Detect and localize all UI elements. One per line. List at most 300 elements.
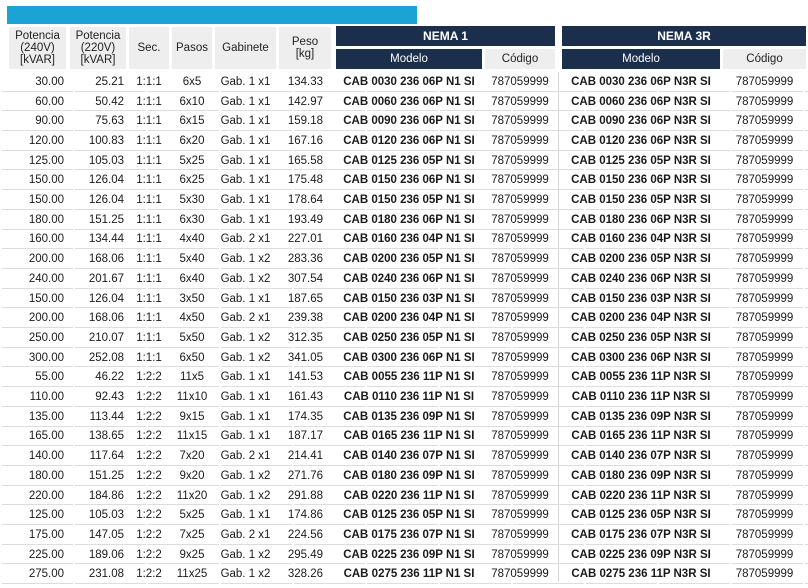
cell-gabinete: Gab. 1 x1 [220,292,271,305]
cell-pasos: 6x25 [179,174,205,187]
cell-potencia-240v: 180.00 [28,469,64,482]
cell-potencia-220v: 25.21 [95,75,124,88]
cell-codigo-nema1: 787059999 [491,391,549,404]
cell-potencia-240v: 200.00 [28,312,64,325]
cell-potencia-240v: 225.00 [28,548,64,561]
cell-potencia-240v: 275.00 [28,568,64,581]
cell-modelo-nema3r: CAB 0150 236 03P N3R SI [571,292,711,305]
cell-peso: 174.35 [287,410,323,423]
cell-gabinete: Gab. 1 x2 [220,469,271,482]
cell-modelo-nema1: CAB 0180 236 06P N1 SI [343,213,475,226]
cell-codigo-nema1: 787059999 [491,253,549,266]
cell-peso: 174.86 [287,509,323,522]
cell-gabinete: Gab. 1 x1 [220,95,271,108]
cell-modelo-nema3r: CAB 0250 236 05P N3R SI [571,331,711,344]
cell-gabinete: Gab. 2 x1 [220,450,271,463]
cell-sec: 1:2:2 [136,391,162,404]
cell-potencia-220v: 100.83 [88,134,124,147]
header-peso: Peso [kg] [279,27,331,69]
table-row [0,190,808,210]
cell-modelo-nema1: CAB 0055 236 11P N1 SI [343,371,475,384]
table-row [0,111,808,131]
header-codigo-nema3r: Código [723,49,806,69]
cell-codigo-nema1: 787059999 [491,194,549,207]
cell-potencia-220v: 151.25 [88,213,124,226]
cell-peso: 307.54 [287,272,323,285]
cell-codigo-nema1: 787059999 [491,489,549,502]
cell-codigo-nema3r: 787059999 [735,430,794,443]
cell-pasos: 11x15 [176,430,208,443]
cell-sec: 1:1:1 [136,272,162,285]
cell-sec: 1:1:1 [136,233,162,246]
cell-potencia-240v: 125.00 [28,509,64,522]
cell-peso: 239.38 [287,312,323,325]
cell-modelo-nema1: CAB 0275 236 11P N1 SI [343,568,475,581]
cell-modelo-nema1: CAB 0250 236 05P N1 SI [343,331,475,344]
table-row [0,210,808,230]
cell-sec: 1:1:1 [136,194,162,207]
cell-peso: 271.76 [287,469,323,482]
cell-gabinete: Gab. 1 x2 [220,548,271,561]
cell-potencia-220v: 46.22 [95,371,124,384]
cell-potencia-240v: 200.00 [28,253,64,266]
cell-gabinete: Gab. 1 x1 [220,154,271,167]
header-codigo-nema1: Código [485,49,555,69]
table-row [0,407,808,427]
cell-potencia-240v: 300.00 [28,351,64,364]
table-row [0,486,808,506]
cell-sec: 1:2:2 [136,509,162,522]
cell-sec: 1:1:1 [136,95,162,108]
header-pasos: Pasos [172,27,212,69]
table-row [0,230,808,250]
cell-potencia-220v: 138.65 [88,430,124,443]
cell-modelo-nema3r: CAB 0125 236 05P N3R SI [571,154,711,167]
cell-modelo-nema3r: CAB 0200 236 04P N3R SI [571,312,711,325]
cell-gabinete: Gab. 1 x1 [220,115,271,128]
cell-codigo-nema3r: 787059999 [735,351,794,364]
table-row [0,525,808,545]
cell-codigo-nema3r: 787059999 [735,528,794,541]
cell-sec: 1:2:2 [136,568,162,581]
cell-codigo-nema3r: 787059999 [735,134,794,147]
cell-pasos: 6x40 [179,272,205,285]
cell-potencia-240v: 180.00 [28,213,64,226]
cell-modelo-nema1: CAB 0150 236 05P N1 SI [343,194,475,207]
cell-modelo-nema1: CAB 0200 236 05P N1 SI [343,253,475,266]
cell-modelo-nema3r: CAB 0135 236 09P N3R SI [571,410,711,423]
table-row [0,565,808,585]
cell-modelo-nema1: CAB 0300 236 06P N1 SI [343,351,475,364]
table-row [0,368,808,388]
header-modelo-nema3r: Modelo [562,49,720,69]
cell-peso: 159.18 [287,115,323,128]
cell-modelo-nema1: CAB 0120 236 06P N1 SI [343,134,475,147]
cell-gabinete: Gab. 1 x1 [220,410,271,423]
cell-pasos: 5x50 [179,331,205,344]
cell-potencia-240v: 125.00 [28,154,64,167]
cell-modelo-nema1: CAB 0125 236 05P N1 SI [343,154,475,167]
cell-pasos: 5x30 [179,194,205,207]
cell-codigo-nema3r: 787059999 [735,450,794,463]
cell-peso: 227.01 [287,233,323,246]
cell-peso: 187.17 [287,430,323,443]
cell-pasos: 9x15 [179,410,205,423]
cell-modelo-nema1: CAB 0160 236 04P N1 SI [343,233,475,246]
table-row [0,92,808,112]
cell-modelo-nema1: CAB 0165 236 11P N1 SI [343,430,475,443]
cell-sec: 1:1:1 [136,213,162,226]
table-row [0,466,808,486]
cell-modelo-nema3r: CAB 0180 236 09P N3R SI [571,469,711,482]
cell-modelo-nema3r: CAB 0140 236 07P N3R SI [571,450,711,463]
table-row [0,387,808,407]
cell-modelo-nema1: CAB 0240 236 06P N1 SI [343,272,475,285]
cell-potencia-240v: 175.00 [28,528,64,541]
cell-modelo-nema3r: CAB 0180 236 06P N3R SI [571,213,711,226]
cell-modelo-nema3r: CAB 0120 236 06P N3R SI [571,134,711,147]
cell-codigo-nema3r: 787059999 [735,174,794,187]
cell-codigo-nema1: 787059999 [491,351,549,364]
cell-potencia-220v: 105.03 [88,154,124,167]
cell-sec: 1:1:1 [136,312,162,325]
cell-potencia-240v: 160.00 [28,233,64,246]
cell-gabinete: Gab. 1 x2 [220,331,271,344]
cell-gabinete: Gab. 1 x1 [220,371,271,384]
cell-pasos: 5x25 [179,509,205,522]
cell-potencia-240v: 55.00 [35,371,64,384]
cell-peso: 141.53 [287,371,323,384]
cell-potencia-240v: 140.00 [28,450,64,463]
cell-modelo-nema3r: CAB 0110 236 11P N3R SI [571,391,711,404]
cell-gabinete: Gab. 1 x2 [220,568,271,581]
cell-pasos: 7x25 [179,528,205,541]
cell-codigo-nema3r: 787059999 [735,371,794,384]
cell-sec: 1:2:2 [136,410,162,423]
cell-codigo-nema3r: 787059999 [735,292,794,305]
cell-potencia-220v: 168.06 [88,253,124,266]
cell-pasos: 6x50 [179,351,205,364]
cell-potencia-240v: 150.00 [28,194,64,207]
cell-pasos: 11x5 [179,371,205,384]
table-row [0,131,808,151]
cell-modelo-nema1: CAB 0140 236 07P N1 SI [343,450,475,463]
cell-codigo-nema3r: 787059999 [735,75,794,88]
cell-sec: 1:1:1 [136,351,162,364]
cell-modelo-nema1: CAB 0125 236 05P N1 SI [343,509,475,522]
header-potencia-240v: Potencia (240V) [kVAR] [9,27,66,69]
cell-gabinete: Gab. 1 x1 [220,213,271,226]
cell-peso: 193.49 [287,213,323,226]
cell-gabinete: Gab. 2 x1 [220,312,271,325]
cell-pasos: 5x40 [179,253,205,266]
cell-codigo-nema3r: 787059999 [735,253,794,266]
cell-potencia-240v: 250.00 [28,331,64,344]
cell-gabinete: Gab. 1 x2 [220,272,271,285]
cell-peso: 167.16 [287,134,323,147]
cell-potencia-220v: 105.03 [88,509,124,522]
cell-potencia-220v: 126.04 [88,174,124,187]
cell-modelo-nema3r: CAB 0055 236 11P N3R SI [571,371,711,384]
cell-codigo-nema3r: 787059999 [735,548,794,561]
cell-gabinete: Gab. 1 x2 [220,253,271,266]
cell-modelo-nema1: CAB 0060 236 06P N1 SI [343,95,475,108]
cell-codigo-nema1: 787059999 [491,528,549,541]
cell-codigo-nema1: 787059999 [491,548,549,561]
cell-peso: 161.43 [287,391,323,404]
cell-modelo-nema1: CAB 0150 236 06P N1 SI [343,174,475,187]
cell-pasos: 4x50 [179,312,205,325]
cell-peso: 142.97 [287,95,323,108]
cell-modelo-nema1: CAB 0150 236 03P N1 SI [343,292,475,305]
table-row [0,446,808,466]
cell-peso: 187.65 [287,292,323,305]
cell-codigo-nema3r: 787059999 [735,233,794,246]
cell-peso: 312.35 [287,331,323,344]
cell-codigo-nema3r: 787059999 [735,272,794,285]
cell-modelo-nema1: CAB 0225 236 09P N1 SI [343,548,475,561]
cell-gabinete: Gab. 1 x1 [220,391,271,404]
cell-modelo-nema1: CAB 0135 236 09P N1 SI [343,410,475,423]
cell-modelo-nema1: CAB 0180 236 09P N1 SI [343,469,475,482]
cell-codigo-nema1: 787059999 [491,371,549,384]
table-row [0,269,808,289]
cell-pasos: 11x20 [176,489,208,502]
cell-peso: 224.56 [287,528,323,541]
cell-gabinete: Gab. 1 x2 [220,351,271,364]
cell-codigo-nema3r: 787059999 [735,568,794,581]
cell-codigo-nema1: 787059999 [491,312,549,325]
cell-peso: 283.36 [287,253,323,266]
cell-sec: 1:1:1 [136,154,162,167]
cell-codigo-nema1: 787059999 [491,410,549,423]
cell-codigo-nema3r: 787059999 [735,469,794,482]
table-row [0,308,808,328]
cell-modelo-nema3r: CAB 0030 236 06P N3R SI [571,75,711,88]
cell-pasos: 5x25 [179,154,205,167]
cell-codigo-nema1: 787059999 [491,75,549,88]
table-row [0,328,808,348]
cell-modelo-nema3r: CAB 0090 236 06P N3R SI [571,115,711,128]
cell-pasos: 3x50 [179,292,205,305]
cell-gabinete: Gab. 2 x1 [220,233,271,246]
cell-codigo-nema1: 787059999 [491,233,549,246]
cell-potencia-220v: 126.04 [88,194,124,207]
cell-pasos: 7x20 [179,450,205,463]
cell-potencia-220v: 189.06 [88,548,124,561]
cell-modelo-nema1: CAB 0030 236 06P N1 SI [343,75,475,88]
cell-modelo-nema1: CAB 0200 236 04P N1 SI [343,312,475,325]
cell-pasos: 9x20 [179,469,205,482]
table-row [0,427,808,447]
table-row [0,72,808,92]
cell-modelo-nema3r: CAB 0160 236 04P N3R SI [571,233,711,246]
cell-pasos: 6x20 [179,134,205,147]
cell-potencia-240v: 150.00 [28,174,64,187]
cell-potencia-240v: 90.00 [35,115,64,128]
header-potencia-220v: Potencia (220V) [kVAR] [70,27,126,69]
cell-codigo-nema1: 787059999 [491,134,549,147]
cell-codigo-nema1: 787059999 [491,213,549,226]
cell-codigo-nema1: 787059999 [491,174,549,187]
cell-gabinete: Gab. 1 x1 [220,430,271,443]
cell-potencia-220v: 231.08 [88,568,124,581]
cell-codigo-nema3r: 787059999 [735,509,794,522]
cell-potencia-220v: 117.64 [89,450,124,463]
cell-sec: 1:2:2 [136,528,162,541]
cell-sec: 1:2:2 [136,489,162,502]
cell-peso: 175.48 [287,174,323,187]
cell-codigo-nema1: 787059999 [491,568,549,581]
row-divider [0,583,808,584]
cell-potencia-220v: 210.07 [88,331,124,344]
table-row [0,348,808,368]
cell-modelo-nema3r: CAB 0225 236 09P N3R SI [571,548,711,561]
cell-pasos: 6x30 [179,213,205,226]
cell-sec: 1:1:1 [136,174,162,187]
cell-codigo-nema3r: 787059999 [735,312,794,325]
cell-modelo-nema1: CAB 0220 236 11P N1 SI [343,489,475,502]
cell-potencia-220v: 168.06 [88,312,124,325]
cell-codigo-nema1: 787059999 [491,115,549,128]
cell-modelo-nema3r: CAB 0200 236 05P N3R SI [571,253,711,266]
cell-codigo-nema3r: 787059999 [735,391,794,404]
cell-sec: 1:2:2 [136,430,162,443]
cell-modelo-nema3r: CAB 0165 236 11P N3R SI [571,430,711,443]
cell-modelo-nema3r: CAB 0175 236 07P N3R SI [571,528,711,541]
cell-codigo-nema3r: 787059999 [735,489,794,502]
cell-modelo-nema3r: CAB 0275 236 11P N3R SI [571,568,711,581]
title-accent-bar [7,6,417,24]
cell-sec: 1:1:1 [136,115,162,128]
table-row [0,249,808,269]
cell-peso: 134.33 [287,75,323,88]
cell-pasos: 11x10 [176,391,208,404]
cell-peso: 178.64 [287,194,323,207]
table-row [0,171,808,191]
cell-gabinete: Gab. 1 x1 [220,509,271,522]
table-row [0,545,808,565]
cell-peso: 295.49 [287,548,323,561]
cell-modelo-nema3r: CAB 0240 236 06P N3R SI [571,272,711,285]
cell-modelo-nema3r: CAB 0300 236 06P N3R SI [571,351,711,364]
cell-modelo-nema1: CAB 0090 236 06P N1 SI [343,115,475,128]
cell-potencia-240v: 220.00 [28,489,64,502]
cell-modelo-nema1: CAB 0175 236 07P N1 SI [343,528,475,541]
cell-codigo-nema1: 787059999 [491,430,549,443]
header-modelo-nema1: Modelo [336,49,482,69]
cell-codigo-nema1: 787059999 [491,509,549,522]
cell-potencia-220v: 75.63 [95,115,124,128]
table-row [0,151,808,171]
cell-modelo-nema3r: CAB 0220 236 11P N3R SI [571,489,711,502]
cell-potencia-220v: 252.08 [88,351,124,364]
cell-modelo-nema3r: CAB 0060 236 06P N3R SI [571,95,711,108]
cell-potencia-240v: 135.00 [28,410,64,423]
cell-codigo-nema1: 787059999 [491,450,549,463]
cell-pasos: 6x5 [182,75,202,88]
header-nema-1: NEMA 1 [336,26,555,46]
cell-peso: 165.58 [287,154,323,167]
cell-modelo-nema1: CAB 0110 236 11P N1 SI [343,391,475,404]
cell-pasos: 6x10 [179,95,205,108]
cell-gabinete: Gab. 1 x1 [220,194,271,207]
cell-codigo-nema1: 787059999 [491,469,549,482]
cell-potencia-240v: 240.00 [28,272,64,285]
cell-peso: 341.05 [287,351,323,364]
cell-codigo-nema3r: 787059999 [735,410,794,423]
cell-pasos: 4x40 [179,233,205,246]
cell-codigo-nema1: 787059999 [491,292,549,305]
cell-gabinete: Gab. 1 x1 [220,174,271,187]
cell-gabinete: Gab. 1 x1 [220,75,271,88]
cell-sec: 1:1:1 [136,134,162,147]
header-gabinete: Gabinete [215,27,276,69]
cell-codigo-nema3r: 787059999 [735,331,794,344]
cell-potencia-220v: 184.86 [88,489,124,502]
cell-peso: 214.41 [287,450,323,463]
cell-sec: 1:1:1 [136,292,162,305]
cell-modelo-nema3r: CAB 0150 236 06P N3R SI [571,174,711,187]
cell-pasos: 9x25 [179,548,205,561]
cell-potencia-240v: 165.00 [28,430,64,443]
cell-potencia-240v: 120.00 [28,134,64,147]
cell-potencia-220v: 50.42 [95,95,124,108]
cell-sec: 1:1:1 [136,253,162,266]
cell-potencia-220v: 92.43 [95,391,124,404]
cell-modelo-nema3r: CAB 0150 236 05P N3R SI [571,194,711,207]
header-sec: Sec. [129,27,169,69]
cell-potencia-240v: 60.00 [35,95,64,108]
cell-potencia-220v: 201.67 [88,272,124,285]
cell-codigo-nema3r: 787059999 [735,95,794,108]
cell-pasos: 6x15 [179,115,205,128]
cell-codigo-nema3r: 787059999 [735,213,794,226]
cell-codigo-nema1: 787059999 [491,331,549,344]
cell-sec: 1:2:2 [136,371,162,384]
cell-codigo-nema1: 787059999 [491,272,549,285]
cell-potencia-220v: 151.25 [88,469,124,482]
cell-peso: 291.88 [287,489,323,502]
cell-sec: 1:1:1 [136,331,162,344]
cell-codigo-nema3r: 787059999 [735,115,794,128]
cell-potencia-240v: 110.00 [29,391,64,404]
cell-sec: 1:2:2 [136,450,162,463]
cell-codigo-nema3r: 787059999 [735,154,794,167]
cell-potencia-220v: 147.05 [88,528,124,541]
header-nema-3r: NEMA 3R [562,26,806,46]
cell-pasos: 11x25 [176,568,208,581]
table-row [0,289,808,309]
cell-potencia-220v: 126.04 [88,292,124,305]
cell-sec: 1:1:1 [136,75,162,88]
cell-codigo-nema3r: 787059999 [735,194,794,207]
cell-potencia-220v: 134.44 [88,233,124,246]
cell-gabinete: Gab. 1 x1 [220,134,271,147]
cell-potencia-240v: 150.00 [28,292,64,305]
cell-gabinete: Gab. 2 x1 [220,528,271,541]
cell-gabinete: Gab. 1 x2 [220,489,271,502]
cell-peso: 328.26 [287,568,323,581]
cell-sec: 1:2:2 [136,469,162,482]
table-row [0,505,808,525]
cell-potencia-220v: 113.44 [89,410,124,423]
cell-modelo-nema3r: CAB 0125 236 05P N3R SI [571,509,711,522]
cell-sec: 1:2:2 [136,548,162,561]
cell-codigo-nema1: 787059999 [491,95,549,108]
cell-potencia-240v: 30.00 [35,75,64,88]
cell-codigo-nema1: 787059999 [491,154,549,167]
